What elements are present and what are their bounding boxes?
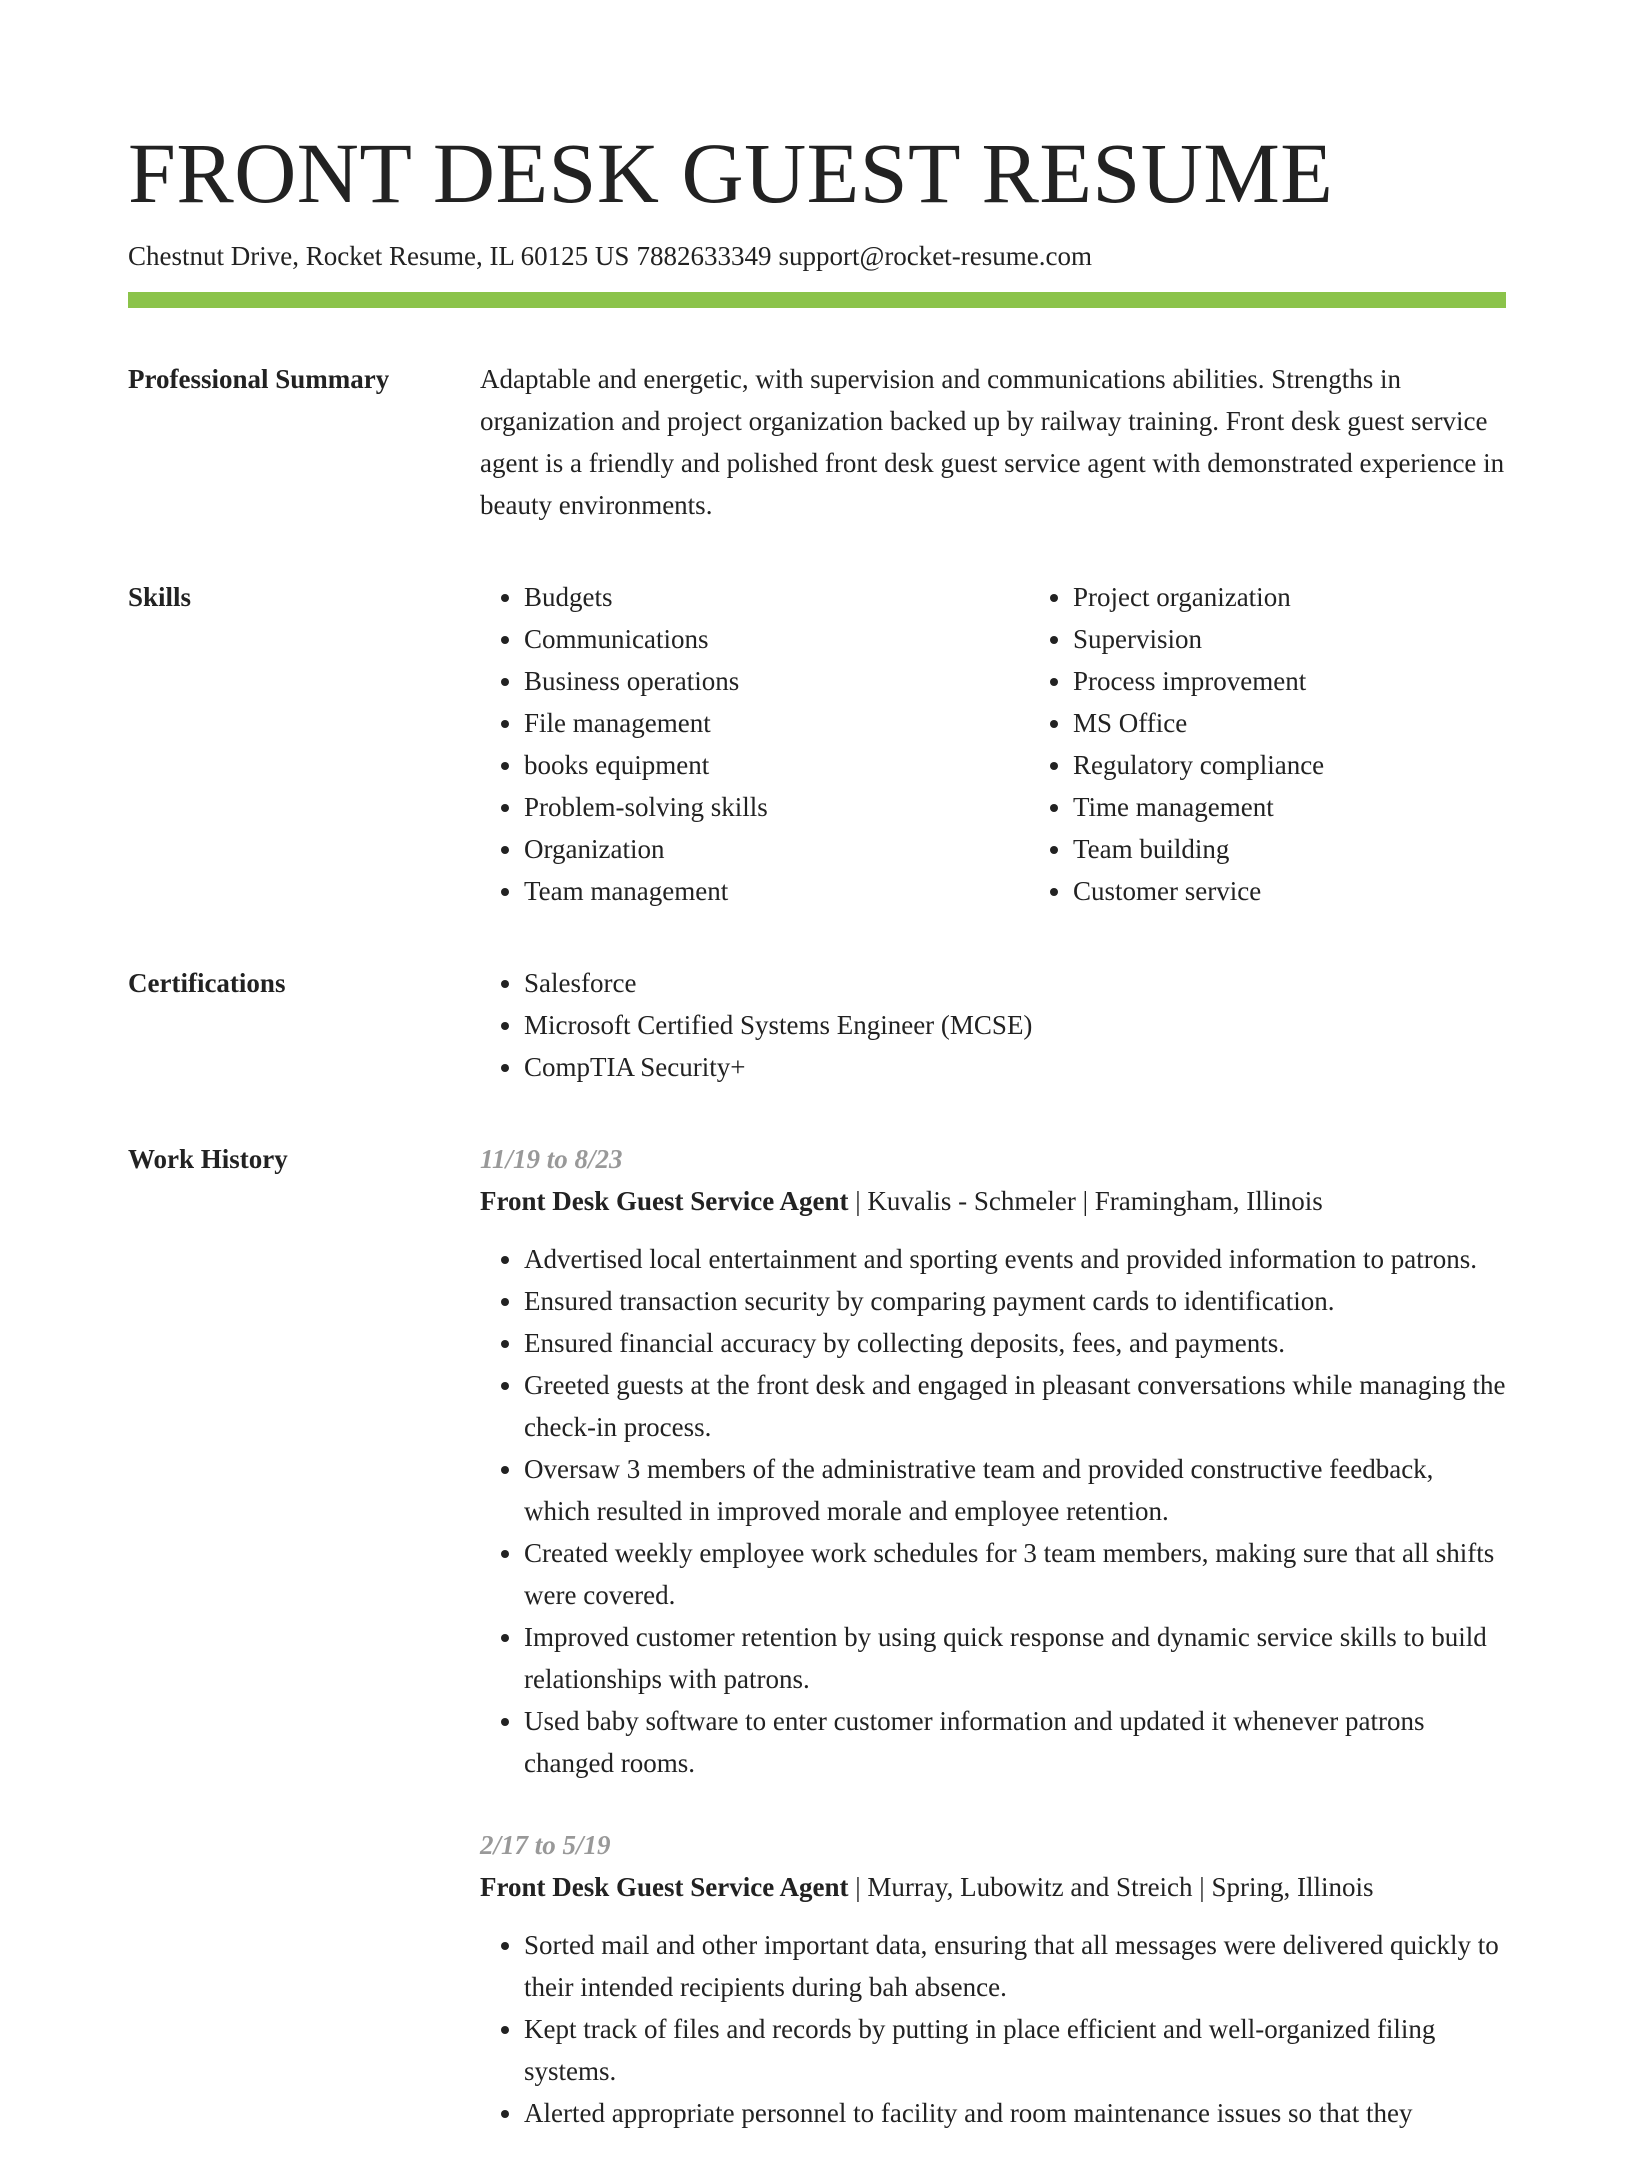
job-heading	[480, 1180, 1506, 1222]
job-location: Framingham, Illinois	[1094, 1186, 1323, 1216]
contact-line	[128, 236, 1506, 276]
skill-item: • Time management	[1073, 786, 1578, 828]
skills-list-right	[1029, 576, 1578, 912]
skill-item: • Supervision	[1073, 618, 1578, 660]
contact-phone: 7882633349	[636, 241, 772, 271]
job-location: Spring, Illinois	[1211, 1872, 1374, 1902]
skill-item: • Organization	[524, 828, 1029, 870]
skill-item: • Process improvement	[1073, 660, 1578, 702]
skill-item: • File management	[524, 702, 1029, 744]
certification-item: • Salesforce	[524, 962, 1506, 1004]
skills-section	[128, 576, 1506, 912]
skill-item: • Business operations	[524, 660, 1029, 702]
job-bullet: • Kept track of files and records by putting in place efficient and well-organized filing systems.	[524, 2008, 1506, 2092]
skill-item: • Team building	[1073, 828, 1578, 870]
work-history-label: Work History	[128, 1144, 288, 1174]
skills-label: Skills	[128, 582, 192, 612]
skills-list-left	[480, 576, 1029, 912]
certification-item: • CompTIA Security+	[524, 1046, 1506, 1088]
job-bullet: • Sorted mail and other important data, ensuring that all messages were delivered quickly to their intended recipients during bah absence.	[524, 1924, 1506, 2008]
job-entry	[480, 1824, 1506, 2134]
job-title: Front Desk Guest Service Agent	[480, 1186, 849, 1216]
job-bullet: • Ensured financial accuracy by collecting deposits, fees, and payments.	[524, 1322, 1506, 1364]
job-bullet: • Used baby software to enter customer information and updated it whenever patrons changed rooms.	[524, 1700, 1506, 1784]
job-bullet: • Oversaw 3 members of the administrative team and provided constructive feedback, which resulted in improved morale and employee retention.	[524, 1448, 1506, 1532]
skill-item: • Communications	[524, 618, 1029, 660]
certifications-list	[480, 962, 1506, 1088]
job-title: Front Desk Guest Service Agent	[480, 1872, 849, 1902]
job-bullet: • Advertised local entertainment and sporting events and provided information to patrons.	[524, 1238, 1506, 1280]
summary-section	[128, 358, 1506, 526]
job-bullet: • Ensured transaction security by comparing payment cards to identification.	[524, 1280, 1506, 1322]
job-bullet: • Greeted guests at the front desk and engaged in pleasant conversations while managing the check-in process.	[524, 1364, 1506, 1448]
job-separator: |	[855, 1186, 861, 1216]
job-separator: |	[1082, 1186, 1088, 1216]
resume-title: FRONT DESK GUEST RESUME	[128, 125, 1334, 221]
work-history-section	[128, 1138, 1506, 2174]
contact-email: support@rocket-resume.com	[778, 241, 1092, 271]
summary-label: Professional Summary	[128, 364, 390, 394]
job-bullet: • Created weekly employee work schedules for 3 team members, making sure that all shifts were covered.	[524, 1532, 1506, 1616]
skill-item: • Regulatory compliance	[1073, 744, 1578, 786]
job-bullet: • Improved customer retention by using quick response and dynamic service skills to build relationships with patrons.	[524, 1616, 1506, 1700]
skill-item: • Team management	[524, 870, 1029, 912]
job-company: Murray, Lubowitz and Streich	[867, 1872, 1193, 1902]
job-entry	[480, 1138, 1506, 1784]
job-dates: 2/17 to 5/19	[480, 1830, 611, 1860]
certifications-section	[128, 962, 1506, 1088]
job-heading	[480, 1866, 1506, 1908]
resume-page	[128, 118, 1506, 2174]
contact-address: Chestnut Drive, Rocket Resume, IL 60125 US	[128, 241, 630, 271]
skill-item: • books equipment	[524, 744, 1029, 786]
job-bullets	[480, 1238, 1506, 1784]
certification-item: • Microsoft Certified Systems Engineer (MCSE)	[524, 1004, 1506, 1046]
job-company: Kuvalis - Schmeler	[867, 1186, 1076, 1216]
job-bullets	[480, 1924, 1506, 2134]
skill-item: • Budgets	[524, 576, 1029, 618]
skill-item: • Customer service	[1073, 870, 1578, 912]
header-divider	[128, 292, 1506, 308]
skill-item: • Project organization	[1073, 576, 1578, 618]
job-separator: |	[855, 1872, 861, 1902]
summary-text: Adaptable and energetic, with supervision and communications abilities. Strengths in organization and project organization backed up by railway training. Front desk guest service agent is a friendly and polished front desk guest service agent with demonstrated experience in beauty environments.	[480, 364, 1505, 520]
skill-item: • Problem-solving skills	[524, 786, 1029, 828]
job-separator: |	[1199, 1872, 1205, 1902]
job-dates: 11/19 to 8/23	[480, 1144, 623, 1174]
skill-item: • MS Office	[1073, 702, 1578, 744]
job-bullet: • Alerted appropriate personnel to facility and room maintenance issues so that they	[524, 2092, 1506, 2134]
certifications-label: Certifications	[128, 968, 286, 998]
